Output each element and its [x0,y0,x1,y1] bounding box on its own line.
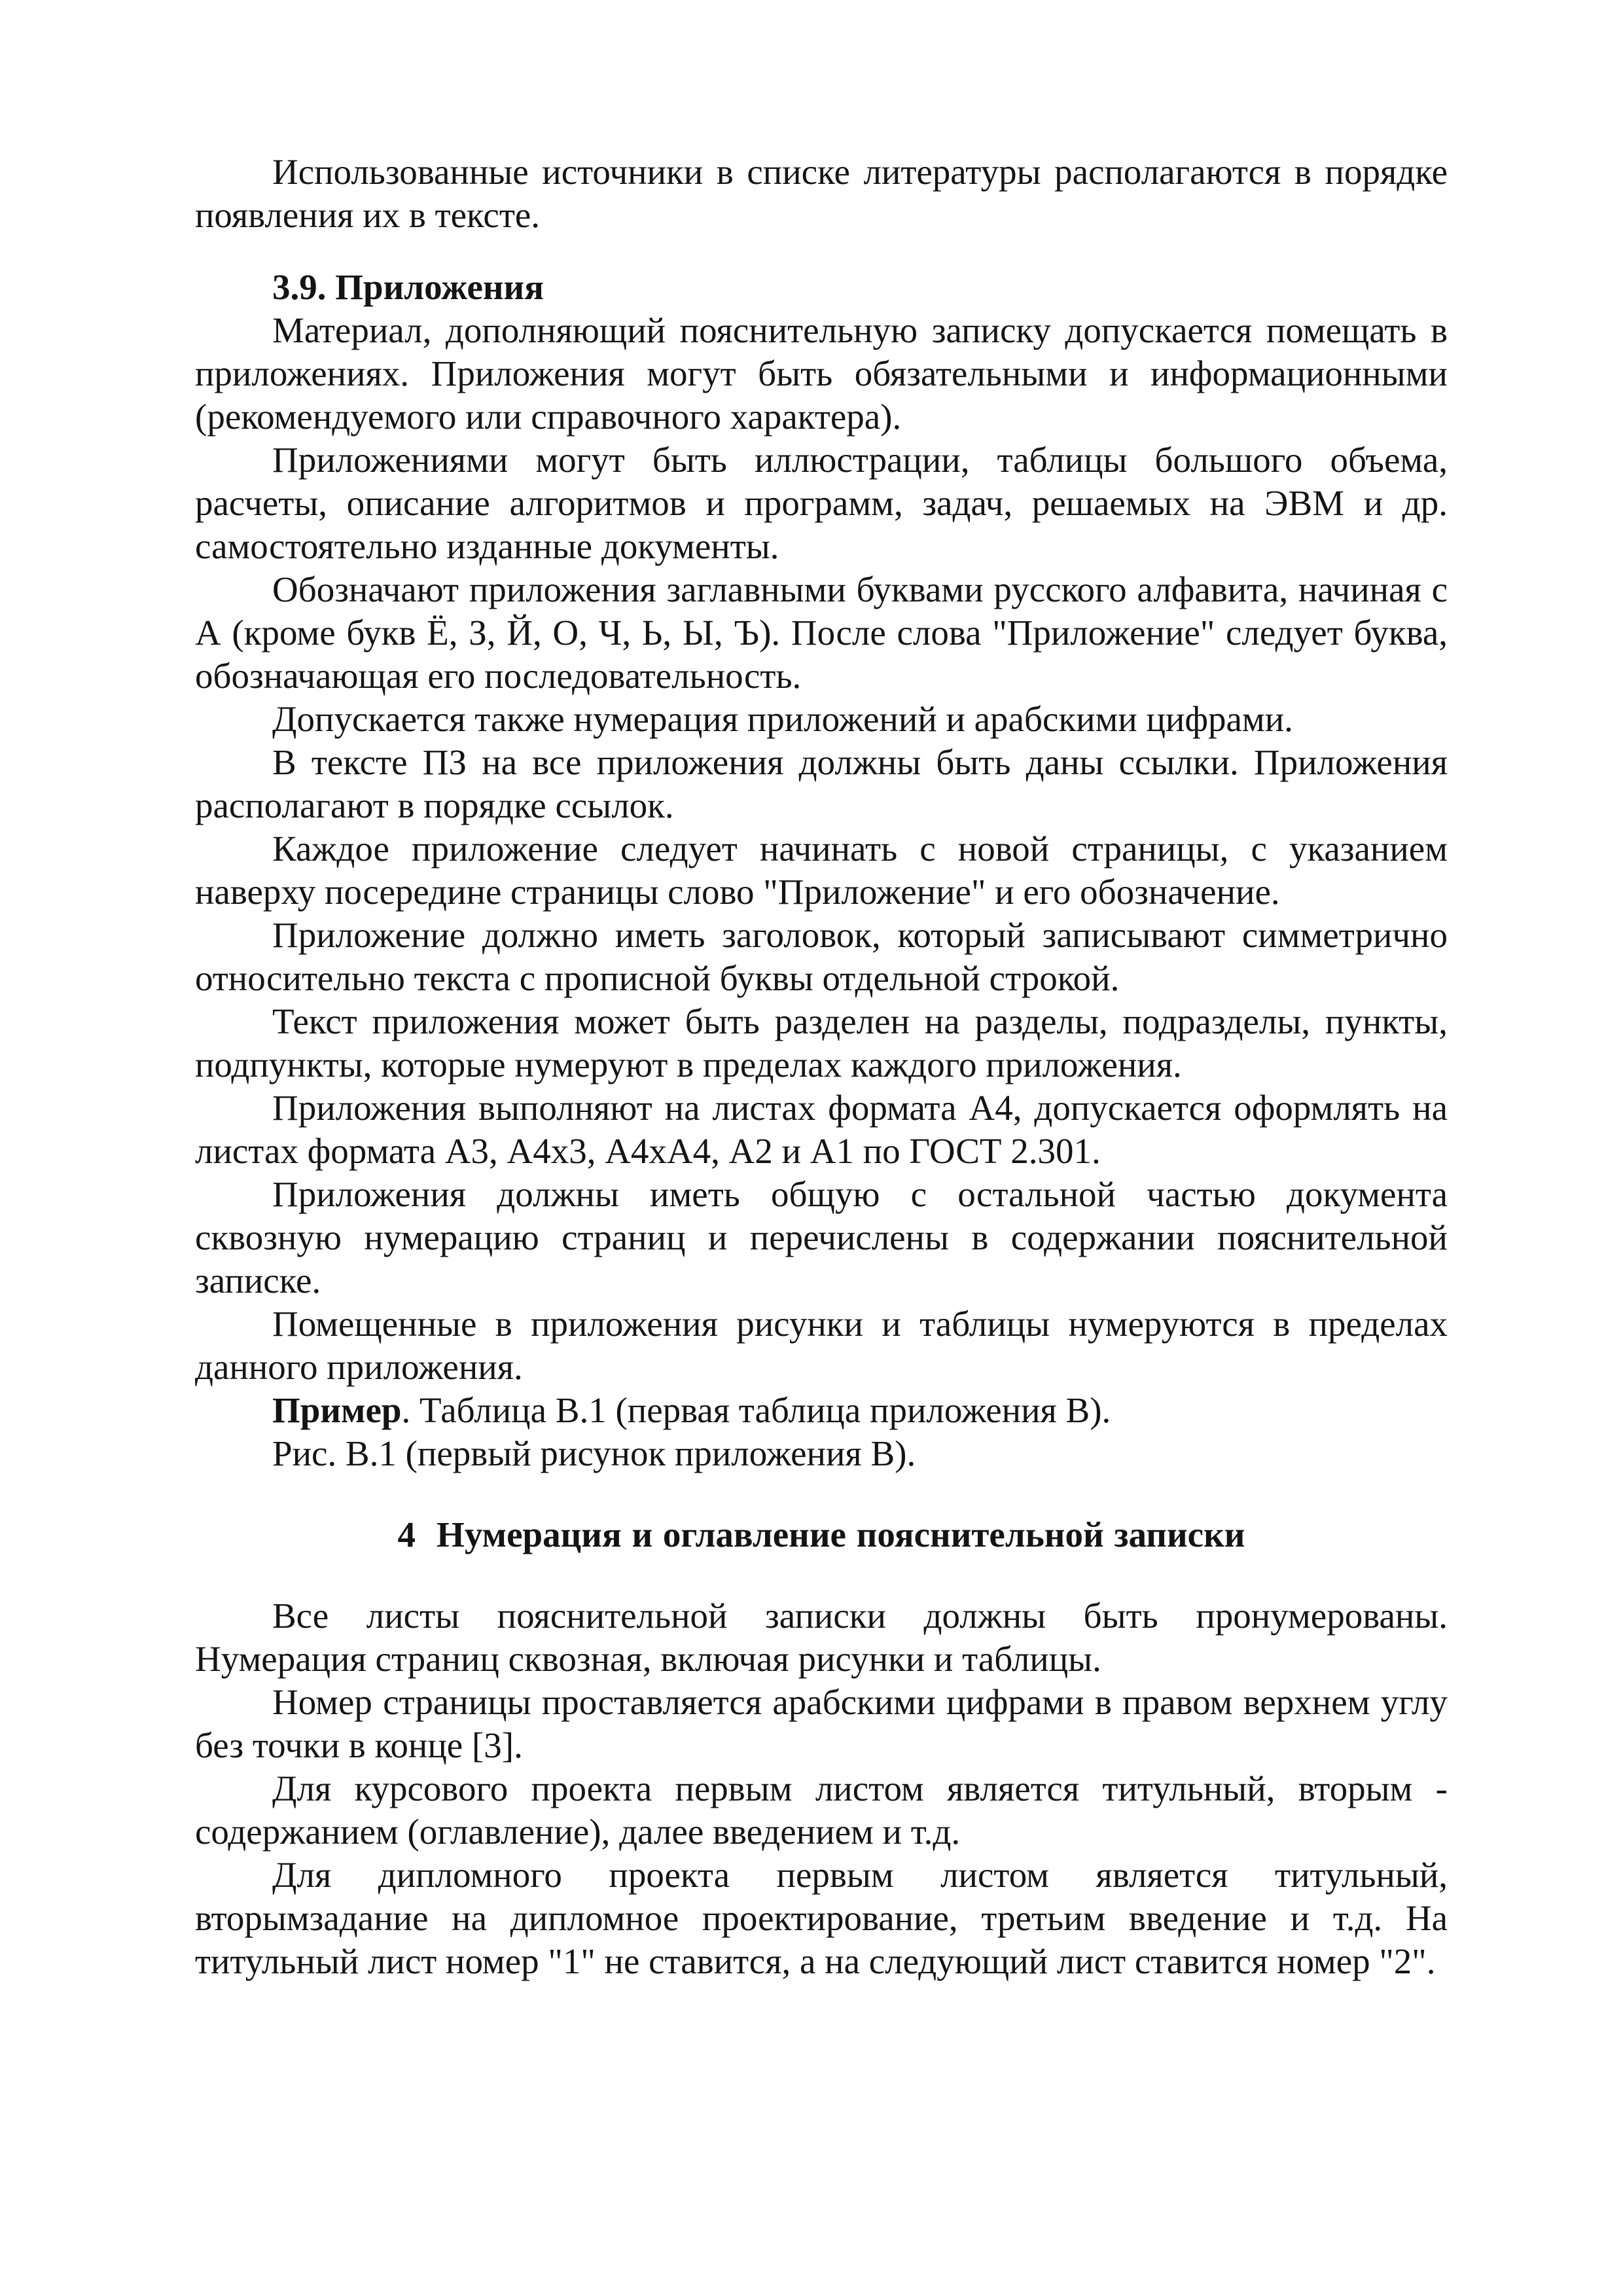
paragraph: Помещенные в приложения рисунки и таблицы нумеруются в пределах данного приложения. [195,1304,1448,1387]
example-line [195,1389,1448,1432]
example-label: Пример [272,1390,402,1430]
paragraph: Обозначают приложения заглавными буквами русского алфавита, начиная с А (кроме букв Ё, З, Й, О, Ч, Ь, Ы, Ъ). После слова "Приложение" следует буква, обозначающая его последовательность. [195,569,1448,696]
paragraph: В тексте ПЗ на все приложения должны быть даны ссылки. Приложения располагают в порядке ссылок. [195,742,1448,825]
document-page [195,151,1448,1983]
paragraph-sources-order: Использованные источники в списке литературы располагаются в порядке появления их в тексте. [195,152,1448,235]
paragraph: Материал, дополняющий пояснительную записку допускается помещать в приложениях. Приложения могут быть обязательными и информационными (рекомендуемого или справочного характера). [195,310,1448,437]
paragraph: Номер страницы проставляется арабскими цифрами в правом верхнем углу без точки в конце [3]. [195,1682,1448,1765]
paragraph: Приложение должно иметь заголовок, который записывают симметрично относительно текста с прописной буквы отдельной строкой. [195,915,1448,998]
example-line-2: Рис. В.1 (первый рисунок приложения В). [272,1433,916,1473]
paragraph: Для дипломного проекта первым листом является титульный, вторымзадание на дипломное проектирование, третьим введение и т.д. На титульный лист номер "1" не ставится, а на следующий лист ставится номер "2". [195,1855,1448,1981]
paragraph: Каждое приложение следует начинать с новой страницы, с указанием наверху посередине страницы слово "Приложение" и его обозначение. [195,829,1448,912]
paragraph: Для курсового проекта первым листом является титульный, вторым - содержанием (оглавление), далее введением и т.д. [195,1768,1448,1852]
paragraph: Текст приложения может быть разделен на разделы, подразделы, пункты, подпункты, которые нумеруют в пределах каждого приложения. [195,1001,1448,1085]
paragraph: Допускается также нумерация приложений и арабскими цифрами. [272,699,1293,739]
example-text: . Таблица В.1 (первая таблица приложения В). [401,1390,1111,1430]
paragraph: Приложения должны иметь общую с остальной частью документа сквозную нумерацию страниц и перечислены в содержании пояснительной записке. [195,1174,1448,1300]
paragraph: Приложения выполняют на листах формата А4, допускается оформлять на листах формата А3, А4х3, А4хА4, А2 и А1 по ГОСТ 2.301. [195,1088,1448,1171]
chapter-number: 4 [397,1515,416,1554]
paragraph: Приложениями могут быть иллюстрации, таблицы большого объема, расчеты, описание алгоритмов и программ, задач, решаемых на ЭВМ и др. самостоятельно изданные документы. [195,440,1448,566]
section-heading-appendices: 3.9. Приложения [272,267,544,307]
paragraph: Все листы пояснительной записки должны быть пронумерованы. Нумерация страниц сквозная, включая рисунки и таблицы. [195,1596,1448,1679]
chapter-title: Нумерация и оглавление пояснительной записки [437,1515,1245,1554]
chapter-heading [195,1513,1448,1556]
